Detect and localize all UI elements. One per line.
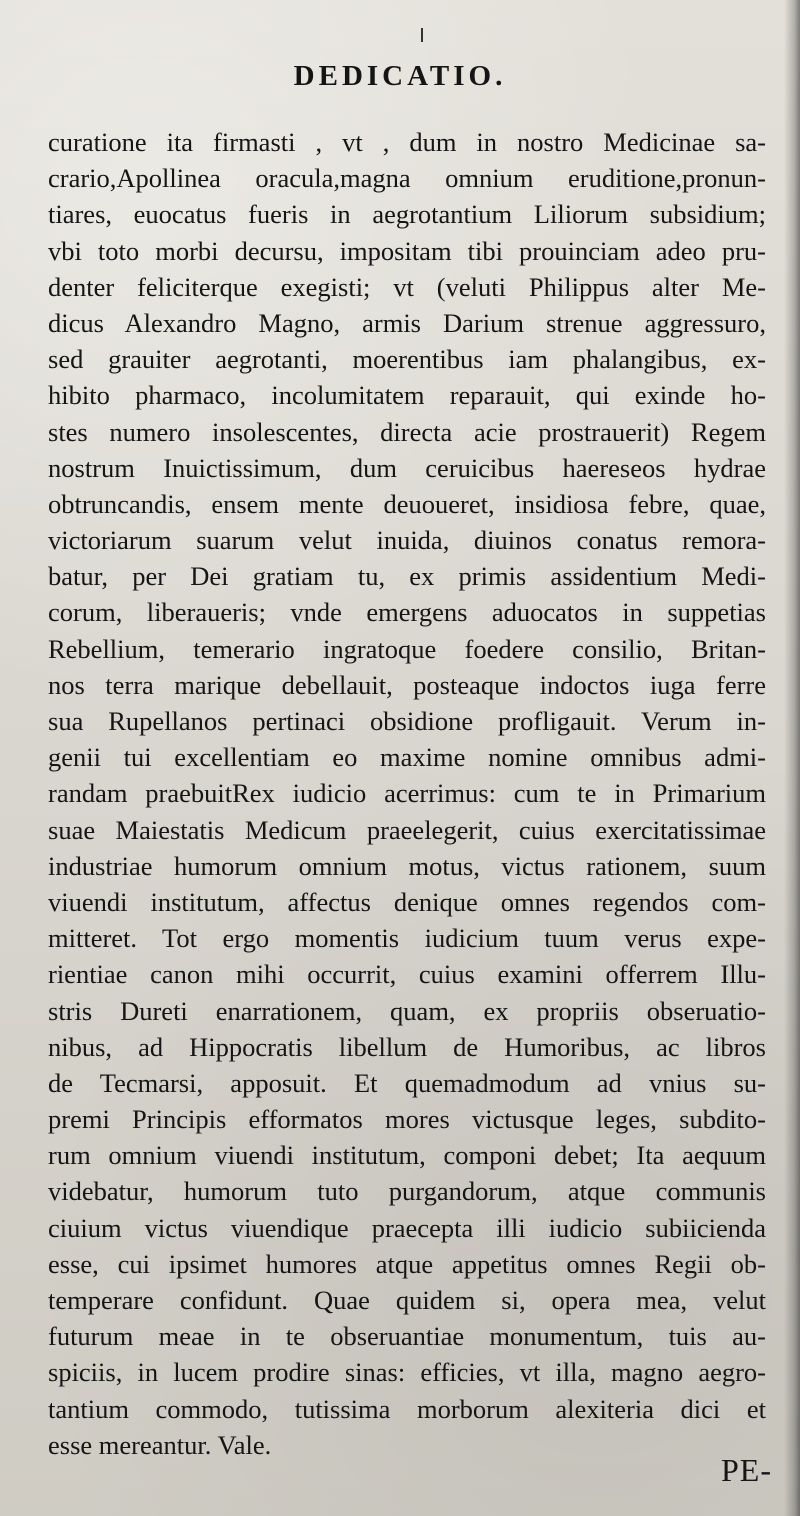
- text-line: sua Rupellanos pertinaci obsidione profligauit. Verum in-: [48, 706, 766, 736]
- text-line: spiciis, in lucem prodire sinas: efficies, vt illa, magno aegro-: [48, 1357, 766, 1388]
- text-line: videbatur, humorum tuto purgandorum, atque communis: [48, 1176, 766, 1207]
- text-line: suae Maiestatis Medicum praeelegerit, cuius exercitatissimae: [48, 814, 766, 845]
- text-line: denter feliciterque exegisti; vt (veluti Philippus alter Me-: [48, 271, 766, 302]
- text-line: stes numero insolescentes, directa acie prostrauerit) Regem: [48, 416, 766, 447]
- text-line: premi Principis efformatos mores victusque leges, subdito-: [48, 1104, 766, 1135]
- text-line: tiares, euocatus fueris in aegrotantium Liliorum subsidium;: [48, 199, 766, 230]
- text-line: dicus Alexandro Magno, armis Darium strenue aggressuro,: [48, 307, 766, 338]
- dedication-text: [48, 124, 766, 1463]
- text-line: mitteret. Tot ergo momentis iudicium tuum verus expe-: [48, 923, 766, 954]
- text-line: stris Dureti enarrationem, quam, ex propriis obseruatio-: [48, 995, 766, 1026]
- running-header: DEDICATIO.: [293, 60, 507, 92]
- text-line: nibus, ad Hippocratis libellum de Humoribus, ac libros: [48, 1031, 766, 1062]
- text-line: batur, per Dei gratiam tu, ex primis assidentium Medi-: [48, 561, 766, 592]
- text-line: viuendi institutum, affectus denique omnes regendos com-: [48, 886, 766, 917]
- text-line: ciuium victus viuendique praecepta illi iudicio subiicienda: [48, 1212, 766, 1243]
- text-line: nostrum Inuictissimum, dum ceruicibus haereseos hydrae: [48, 452, 766, 483]
- catchword: PE-: [721, 1452, 772, 1488]
- text-line-final: esse mereantur. Vale.: [48, 1429, 272, 1460]
- text-line: sed grauiter aegrotanti, moerentibus iam phalangibus, ex-: [48, 344, 766, 375]
- text-line: vbi toto morbi decursu, impositam tibi prouinciam adeo pru-: [48, 235, 766, 266]
- text-line: victoriarum suarum velut inuida, diuinos conatus remora-: [48, 525, 766, 556]
- text-line: randam praebuitRex iudicio acerrimus: cum te in Primarium: [48, 778, 766, 809]
- text-line: de Tecmarsi, apposuit. Et quemadmodum ad vnius su-: [48, 1067, 766, 1098]
- text-line: rientiae canon mihi occurrit, cuius examini offerrem Illu-: [48, 959, 766, 990]
- text-line: curatione ita firmasti , vt , dum in nostro Medicinae sa-: [48, 127, 766, 157]
- text-line: temperare confidunt. Quae quidem si, opera mea, velut: [48, 1285, 766, 1315]
- text-line: crario,Apollinea oracula,magna omnium eruditione,pronun-: [48, 163, 766, 194]
- text-line: futurum meae in te obseruantiae monumentum, tuis au-: [48, 1321, 766, 1352]
- text-line: genii tui excellentiam eo maxime nomine omnibus admi-: [48, 742, 766, 773]
- text-line: corum, liberaueris; vnde emergens aduocatos in suppetias: [48, 597, 766, 628]
- text-line: rum omnium viuendi institutum, componi debet; Ita aequum: [48, 1140, 766, 1171]
- text-line: tantium commodo, tutissima morborum alexiteria dici et: [48, 1393, 766, 1424]
- text-line: nos terra marique debellauit, posteaque indoctos iuga ferre: [48, 669, 766, 700]
- page-edge-shadow: [784, 0, 800, 1516]
- text-line: industriae humorum omnium motus, victus rationem, suum: [48, 850, 766, 881]
- text-line: Rebellium, temerario ingratoque foedere consilio, Britan-: [48, 633, 766, 664]
- text-line: obtruncandis, ensem mente deuoueret, insidiosa febre, quae,: [48, 488, 766, 519]
- printer-mark: [421, 28, 423, 42]
- text-line: hibito pharmaco, incolumitatem reparauit, qui exinde ho-: [48, 380, 766, 411]
- text-line: esse, cui ipsimet humores atque appetitus omnes Regii ob-: [48, 1248, 766, 1279]
